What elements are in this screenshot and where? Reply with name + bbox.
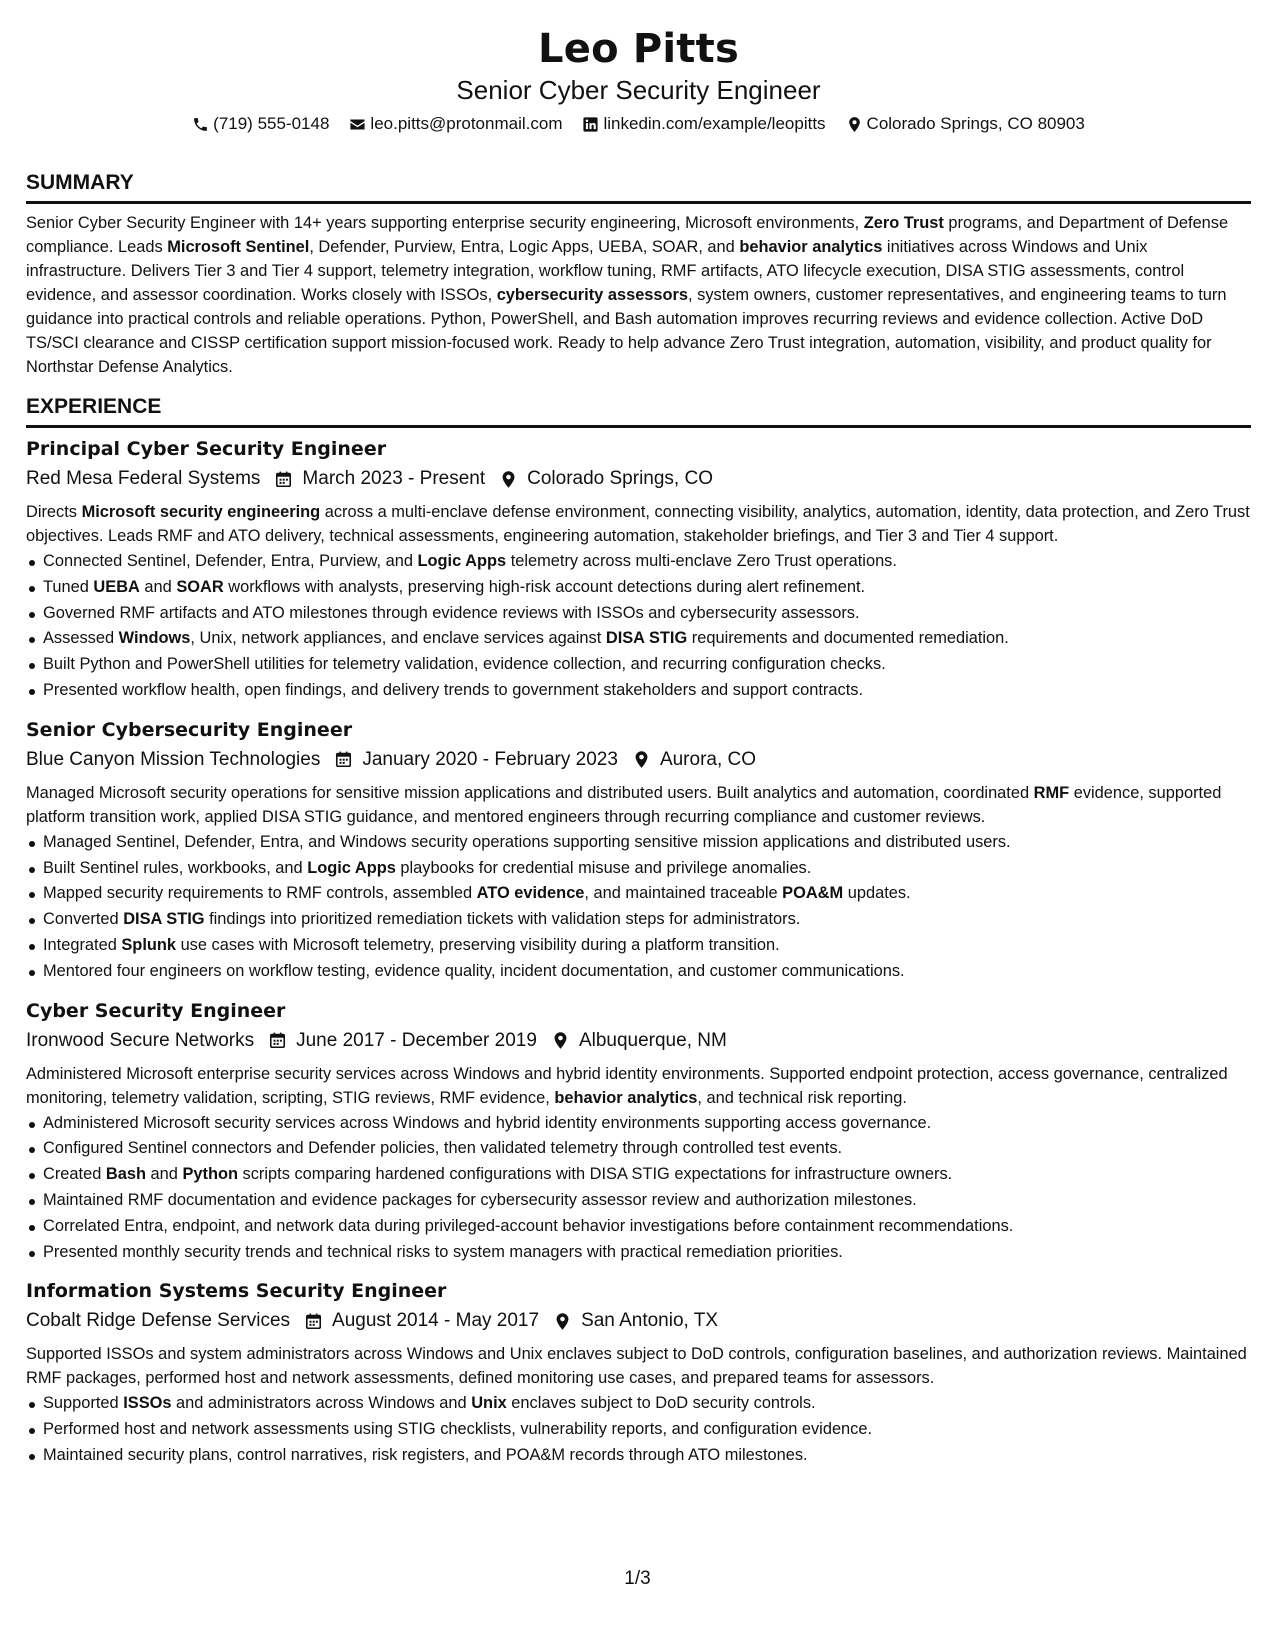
text-run: Managed Sentinel, Defender, Entra, and Windows security operations supporting sensitive mission applications and distributed users. [43, 832, 1011, 851]
emphasized-text: DISA STIG [605, 629, 688, 648]
text-run: Supported ISSOs and system administrators across Windows and Unix enclaves subject to DoD controls, configuration baselines, and authorization reviews. Maintained RMF packages, performed host and network assessments, defined monitoring use cases, and prepared teams for assessors. [26, 1345, 1247, 1388]
job-entry [26, 435, 1251, 704]
text-run: and [145, 1165, 183, 1184]
contact-email[interactable] [349, 112, 562, 136]
text-run: across a multi-enclave defense environment, connecting visibility, analytics, automation, identity, data protection, and Zero Trust objectives. Leads RMF and ATO delivery, technical assessments, engineering automation, stakeholder briefings, and Tier 3 and Tier 4 support. [26, 503, 1250, 545]
emphasized-text: UEBA [93, 577, 140, 596]
calendar-icon [268, 1031, 287, 1050]
resume-page [26, 18, 1251, 1469]
job-entry [26, 997, 1251, 1266]
email-address[interactable]: leo.pitts@protonmail.com [370, 114, 563, 133]
bullet-item [26, 1417, 1251, 1443]
emphasized-text: Splunk [121, 935, 177, 954]
text-run: requirements and documented remediation. [687, 629, 1009, 648]
job-dates: June 2017 - December 2019 [296, 1029, 537, 1051]
bullet-item [26, 678, 1251, 704]
emphasized-text: Windows [118, 629, 191, 648]
emphasized-text: Microsoft Sentinel [167, 238, 310, 256]
job-dates: August 2014 - May 2017 [332, 1310, 540, 1332]
bullet-item [26, 1188, 1251, 1214]
text-run: initiatives across Windows and Unix infrastructure. Delivers Tier 3 and Tier 4 support, telemetry integration, workflow tuning, RMF artifacts, ATO lifecycle execution, DISA STIG assessments, control evidence, and assessor coordination. Works closely with ISSOs, [26, 238, 1185, 304]
job-meta [26, 1306, 1251, 1336]
bullet-item [26, 856, 1251, 882]
job-meta [26, 745, 1251, 775]
text-run: Presented workflow health, open findings, and delivery trends to government stakeholders and support contracts. [43, 680, 864, 699]
map-pin-icon [846, 116, 863, 133]
job-list [26, 435, 1251, 1469]
job-dates: March 2023 - Present [302, 468, 486, 489]
text-run: workflows with analysts, preserving high-risk account detections during alert refinement. [223, 577, 866, 596]
job-location: Albuquerque, NM [578, 1029, 727, 1051]
text-run: Assessed [43, 629, 119, 648]
text-run: programs, and Department of Defense compliance. Leads [26, 214, 1229, 256]
map-pin-icon [632, 750, 651, 769]
emphasized-text: Zero Trust [863, 214, 944, 232]
job-company: Cobalt Ridge Defense Services [26, 1310, 291, 1332]
text-run: Senior Cyber Security Engineer with 14+ years supporting enterprise security engineering, Microsoft environments, [26, 214, 864, 232]
bullet-item [26, 881, 1251, 907]
bullet-item [26, 1391, 1251, 1417]
bullet-item [26, 601, 1251, 627]
text-run: telemetry across multi-enclave Zero Trust operations. [506, 552, 897, 570]
resume-header [26, 24, 1251, 136]
job-meta [26, 1026, 1251, 1056]
bullet-item [26, 652, 1251, 678]
map-pin-icon [551, 1031, 570, 1050]
text-run: Maintained security plans, control narratives, risk registers, and POA&M records through ATO milestones. [43, 1445, 808, 1464]
contact-phone [192, 112, 329, 136]
text-run: scripts comparing hardened configurations with DISA STIG expectations for infrastructure owners. [237, 1165, 953, 1184]
job-location: Colorado Springs, CO [527, 468, 713, 489]
bullet-item [26, 959, 1251, 985]
emphasized-text: behavior analytics [739, 238, 883, 256]
emphasized-text: Logic Apps [417, 552, 507, 570]
text-run: Built Python and PowerShell utilities for telemetry validation, evidence collection, and recurring configuration checks. [43, 655, 886, 674]
bullet-item [26, 1111, 1251, 1137]
text-run: updates. [843, 884, 911, 903]
text-run: Supported [43, 1394, 124, 1413]
job-bullets [26, 1111, 1251, 1266]
bullet-item [26, 1214, 1251, 1240]
text-run: Built Sentinel rules, workbooks, and [43, 858, 308, 877]
emphasized-text: SOAR [176, 577, 224, 596]
emphasized-text: ATO evidence [476, 884, 585, 903]
experience-section [26, 394, 1251, 1469]
job-description [26, 1342, 1251, 1390]
summary-section [26, 170, 1251, 379]
linkedin-url[interactable]: linkedin.com/example/leopitts [603, 114, 826, 133]
bullet-item [26, 933, 1251, 959]
text-run: Managed Microsoft security operations for sensitive mission applications and distributed users. Built analytics and automation, coordinated [26, 783, 1034, 802]
text-run: Tuned [43, 577, 94, 596]
text-run: , and maintained traceable [584, 884, 783, 903]
phone-number: (719) 555-0148 [213, 114, 330, 133]
emphasized-text: Microsoft security engineering [81, 503, 321, 521]
contact-linkedin[interactable] [582, 112, 825, 136]
text-run: Administered Microsoft security services across Windows and hybrid identity environments supporting access governance. [43, 1113, 932, 1132]
text-run: Configured Sentinel connectors and Defender policies, then validated telemetry through controlled test events. [43, 1139, 843, 1158]
contact-location [846, 112, 1085, 136]
calendar-icon [334, 750, 353, 769]
job-company: Red Mesa Federal Systems [26, 468, 261, 489]
candidate-title: Senior Cyber Security Engineer [456, 75, 821, 105]
text-run: use cases with Microsoft telemetry, preserving visibility during a platform transition. [176, 935, 780, 954]
job-bullets [26, 830, 1251, 985]
text-run: evidence, supported platform transition work, applied DISA STIG guidance, and mentored engineers through recurring compliance and customer reviews. [26, 783, 1222, 826]
linkedin-icon [582, 116, 599, 133]
text-run: Mapped security requirements to RMF controls, assembled [43, 884, 477, 903]
job-location: Aurora, CO [659, 748, 757, 770]
bullet-item [26, 1136, 1251, 1162]
section-heading-experience: EXPERIENCE [26, 394, 1251, 428]
job-entry [26, 716, 1251, 985]
job-company: Blue Canyon Mission Technologies [26, 748, 321, 770]
emphasized-text: DISA STIG [123, 910, 205, 929]
page-number: 1/3 [624, 1568, 651, 1589]
contact-bar [26, 112, 1251, 136]
job-location: San Antonio, TX [581, 1310, 719, 1332]
text-run: Integrated [43, 935, 122, 954]
map-pin-icon [499, 470, 518, 489]
job-title: Information Systems Security Engineer [26, 1280, 447, 1303]
bullet-item [26, 1240, 1251, 1266]
job-bullets [26, 549, 1251, 704]
text-run: Performed host and network assessments using STIG checklists, vulnerability reports, and configuration evidence. [43, 1420, 873, 1439]
bullet-item [26, 549, 1251, 575]
job-bullets [26, 1391, 1251, 1468]
job-description [26, 500, 1251, 548]
text-run: Maintained RMF documentation and evidence packages for cybersecurity assessor review and authorization milestones. [43, 1190, 917, 1209]
text-run: Mentored four engineers on workflow testing, evidence quality, incident documentation, and customer communications. [43, 961, 905, 980]
map-pin-icon [553, 1312, 572, 1331]
emphasized-text: behavior analytics [554, 1088, 698, 1107]
emphasized-text: Logic Apps [307, 858, 396, 877]
job-meta [26, 464, 1251, 494]
emphasized-text: ISSOs [123, 1394, 172, 1413]
text-run: Converted [43, 910, 124, 929]
job-description [26, 781, 1251, 829]
job-title: Cyber Security Engineer [26, 999, 286, 1022]
text-run: Administered Microsoft enterprise security services across Windows and hybrid identity environments. Supported endpoint protection, access governance, centralized monitoring, telemetry validation, scripting, STIG reviews, RMF evidence, [26, 1064, 1228, 1107]
bullet-item [26, 1162, 1251, 1188]
text-run: Governed RMF artifacts and ATO milestones through evidence reviews with ISSOs and cybersecurity assessors. [43, 603, 860, 622]
candidate-name: Leo Pitts [538, 26, 739, 72]
text-run: , Unix, network appliances, and enclave services against [190, 629, 606, 648]
location-text: Colorado Springs, CO 80903 [866, 114, 1085, 133]
text-run: playbooks for credential misuse and privilege anomalies. [395, 858, 812, 877]
bullet-item [26, 907, 1251, 933]
calendar-icon [274, 470, 293, 489]
text-run: enclaves subject to DoD security controls. [506, 1394, 816, 1413]
job-description [26, 1062, 1251, 1110]
job-entry [26, 1277, 1251, 1468]
text-run: Directs [26, 503, 82, 521]
job-dates: January 2020 - February 2023 [362, 748, 618, 770]
bullet-item [26, 1443, 1251, 1469]
text-run: and [139, 577, 177, 596]
phone-icon [192, 116, 209, 133]
emphasized-text: Python [182, 1165, 238, 1184]
section-heading-summary: SUMMARY [26, 170, 1251, 204]
job-title: Principal Cyber Security Engineer [26, 438, 387, 460]
text-run: Connected Sentinel, Defender, Entra, Purview, and [43, 552, 418, 570]
emphasized-text: cybersecurity assessors [496, 286, 689, 304]
text-run: Presented monthly security trends and technical risks to system managers with practical remediation priorities. [43, 1242, 843, 1261]
calendar-icon [304, 1312, 323, 1331]
text-run: , and technical risk reporting. [697, 1088, 907, 1107]
emphasized-text: POA&M [782, 884, 844, 903]
text-run: Created [43, 1165, 106, 1184]
text-run: Correlated Entra, endpoint, and network data during privileged-account behavior investigations before containment recommendations. [43, 1216, 1014, 1235]
emphasized-text: Bash [105, 1165, 146, 1184]
bullet-item [26, 830, 1251, 856]
text-run: and administrators across Windows and [171, 1394, 472, 1413]
job-company: Ironwood Secure Networks [26, 1029, 255, 1051]
text-run: findings into prioritized remediation tickets with validation steps for administrators. [204, 910, 801, 929]
emphasized-text: RMF [1033, 783, 1070, 802]
bullet-item [26, 575, 1251, 601]
text-run: , Defender, Purview, Entra, Logic Apps, UEBA, SOAR, and [309, 238, 740, 256]
envelope-icon [349, 116, 366, 133]
job-title: Senior Cybersecurity Engineer [26, 718, 353, 741]
emphasized-text: Unix [471, 1394, 507, 1413]
summary-text [26, 211, 1251, 379]
text-run: , system owners, customer representatives, and engineering teams to turn guidance into practical controls and reliable operations. Python, PowerShell, and Bash automation improves recurring reviews and evidence collection. Active DoD TS/SCI clearance and CISSP certification support mission-focused work. Ready to help advance Zero Trust integration, automation, visibility, and product quality for Northstar Defense Analytics. [26, 286, 1227, 376]
bullet-item [26, 626, 1251, 652]
